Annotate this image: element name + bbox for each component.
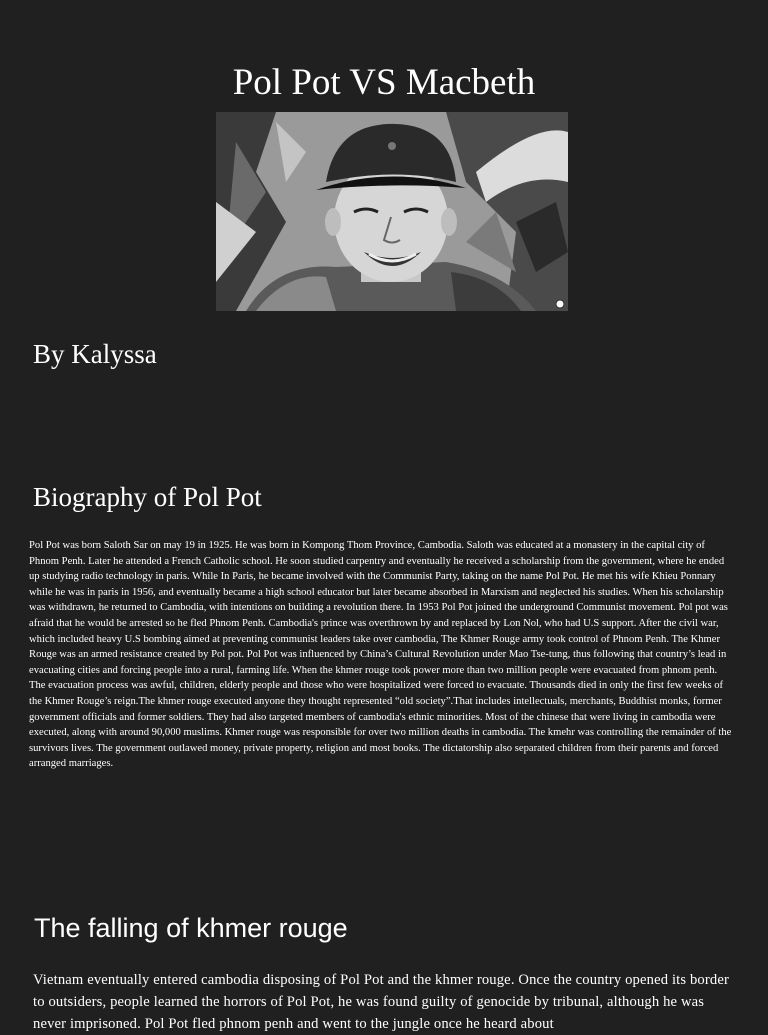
portrait-photo (216, 112, 568, 311)
biography-text: Pol Pot was born Saloth Sar on may 19 in 1925. He was born in Kompong Thom Province, Cambodia. Saloth was educated at a monastery in the capital city of Phnom Penh. Later he attended a French Catholic school. He soon studied carpentry and eventually he received a scholarship from the government, where he ended up studying radio technology in paris. While In Paris, he became involved with the Communist Party, taking on the name Pol Pot. He met his wife Khieu Ponnary while he was in paris in 1956, and eventually became a high school educator but later became absorbed in Marxism and neglected his studies. When his scholarship was withdrawn, he returned to Cambodia, with intentions on building a revolution there. In 1953 Pol Pot joined the underground Communist movement. Pol pot was afraid that he would be arrested so he fled Phnom Penh. Cambodia's prince was overthrown by and replaced by Lon Nol, who had U.S support. After the civil war, which included heavy U.S bombing aimed at preventing communist leaders take over cambodia, The Khmer Rouge army took control of Phnom Penh. The Khmer Rouge was an armed resistance created by Pol pot. Pol Pot was influenced by China’s Cultural Revolution under Mao Tse-tung, thus following that country’s lead in evacuating cities and forcing people into a rural, farming life. When the khmer rouge took power more than two million people were evacuated from phnom penh. The evacuation process was awful, children, elderly people and those who were hospitalized were forced to evacuate. Thousands died in only the first few weeks of the Khmer Rouge’s reign.The khmer rouge executed anyone they thought represented “old society”.That includes intellectuals, merchants, Buddhist monks, former government officials and former soldiers. They had also targeted members of cambodia's ethnic minorities. Most of the chinese that were living in cambodia were executed, along with around 90,000 muslims. Khmer rouge was responsible for over two million deaths in cambodia. The kmehr was controlling the remainder of the survivors lives. The government outlawed money, private property, religion and most books. The dictatorship also separated children from their parents and forced arranged marriages. (29, 540, 732, 770)
page-title: Pol Pot VS Macbeth (232, 62, 536, 103)
falling-heading: The falling of khmer rouge (34, 913, 348, 943)
author-byline: By Kalyssa (33, 339, 157, 369)
portrait-photo-icon (216, 112, 568, 311)
biography-heading: Biography of Pol Pot (33, 482, 262, 512)
falling-text: Vietnam eventually entered cambodia disposing of Pol Pot and the khmer rouge. Once the country opened its border to outsiders, people learned the horrors of Pol Pot, he was found guilty of genocide by tribunal, although he was never imprisoned. Pol Pot fled phnom penh and went to the jungle once he heard about (33, 972, 729, 1032)
